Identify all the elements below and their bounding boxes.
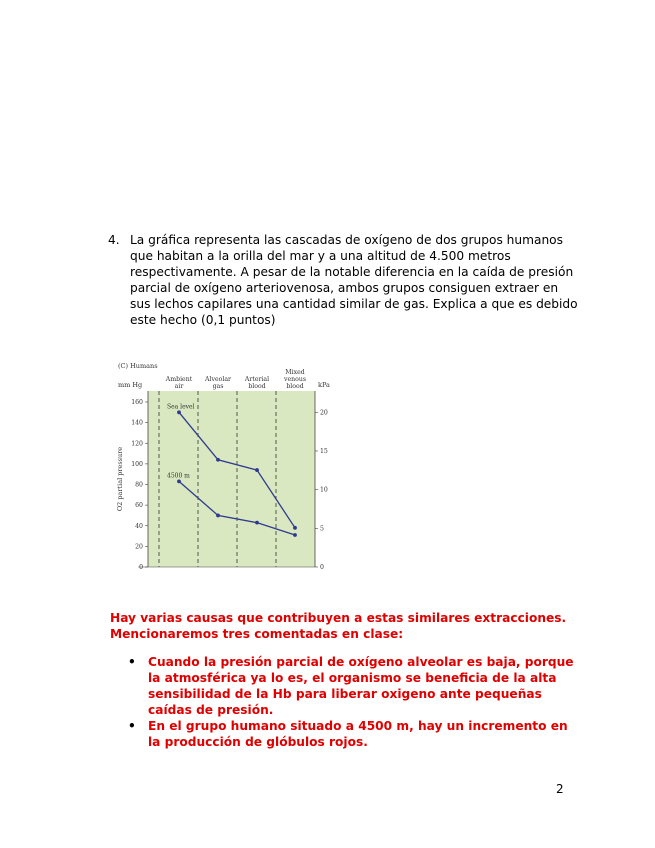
answer-intro-line: Mencionaremos tres comentadas en clase: (110, 627, 404, 641)
chart-series-label: 4500 m (167, 472, 190, 480)
chart-category-label: air (174, 383, 184, 390)
chart-y-tick-label: 60 (135, 502, 143, 510)
answer-item-line: En el grupo humano situado a 4500 m, hay un incremento en (148, 719, 568, 733)
chart-category-label: Arterial (244, 376, 270, 383)
question-text (130, 232, 578, 328)
answer-item (110, 718, 580, 750)
chart-y-tick-label: 120 (131, 440, 143, 448)
chart-left-unit: mm Hg (118, 381, 143, 389)
chart-svg (108, 355, 338, 577)
chart-title: (C) Humans (118, 362, 158, 370)
chart-right-tick-label: 5 (320, 525, 324, 533)
answer-block (110, 610, 580, 750)
chart-right-unit: kPa (318, 381, 330, 389)
answer-item-line: caídas de presión. (148, 703, 274, 717)
chart-y-tick-label: 160 (131, 399, 143, 406)
chart-data-point (255, 521, 259, 525)
oxygen-cascade-chart (108, 355, 338, 577)
chart-right-tick-label: 10 (320, 486, 328, 494)
bullet-icon: • (128, 655, 136, 669)
chart-y-tick-label: 0 (139, 564, 143, 571)
chart-category-label: Ambient (165, 376, 193, 383)
answer-item-line: la producción de glóbulos rojos. (148, 735, 368, 749)
chart-y-tick-label: 40 (135, 522, 143, 530)
chart-data-point (177, 410, 181, 414)
answer-list (110, 654, 580, 750)
chart-y-tick-label: 80 (135, 481, 143, 489)
chart-category-label: venous (283, 376, 307, 383)
question-line: parcial de oxígeno arteriovenosa, ambos grupos consiguen extraer en (130, 281, 559, 295)
chart-data-point (293, 533, 297, 537)
chart-y-tick-label: 140 (131, 419, 143, 427)
question-line: que habitan a la orilla del mar y a una altitud de 4.500 metros (130, 249, 511, 263)
chart-y-tick-label: 20 (135, 543, 143, 551)
bullet-icon: • (128, 719, 136, 733)
chart-y-tick-label: 100 (131, 460, 143, 468)
answer-item-line: la atmosférica ya lo es, el organismo se beneficia de la alta (148, 671, 557, 685)
chart-right-tick-label: 15 (320, 447, 328, 455)
chart-category-label: blood (248, 383, 266, 390)
chart-data-point (177, 480, 181, 484)
chart-category-label: Mixed (285, 369, 305, 376)
answer-item-line: Cuando la presión parcial de oxígeno alveolar es baja, porque (148, 655, 574, 669)
question-line: La gráfica representa las cascadas de oxígeno de dos grupos humanos (130, 233, 563, 247)
chart-series-label: Sea level (167, 403, 195, 411)
chart-y-label: O2 partial pressure (116, 446, 124, 512)
chart-data-point (293, 526, 297, 530)
question-line: respectivamente. A pesar de la notable diferencia en la caída de presión (130, 265, 574, 279)
chart-right-tick-label: 0 (320, 564, 324, 571)
question-block (108, 232, 578, 328)
chart-category-label: blood (286, 383, 304, 390)
chart-category-label: gas (212, 383, 224, 390)
answer-item-line: sensibilidad de la Hb para liberar oxigeno ante pequeñas (148, 687, 542, 701)
chart-category-label: Alveolar (205, 376, 231, 383)
chart-data-point (216, 514, 220, 518)
question-number: 4. (108, 233, 120, 247)
answer-item (110, 654, 580, 718)
answer-intro-line: Hay varias causas que contribuyen a estas similares extracciones. (110, 611, 567, 625)
chart-right-tick-label: 20 (320, 409, 328, 417)
chart-data-point (255, 468, 259, 472)
chart-data-point (216, 458, 220, 462)
page-number: 2 (556, 782, 564, 796)
question-line: sus lechos capilares una cantidad similar de gas. Explica a que es debido (130, 297, 578, 311)
question-line: este hecho (0,1 puntos) (130, 313, 276, 327)
